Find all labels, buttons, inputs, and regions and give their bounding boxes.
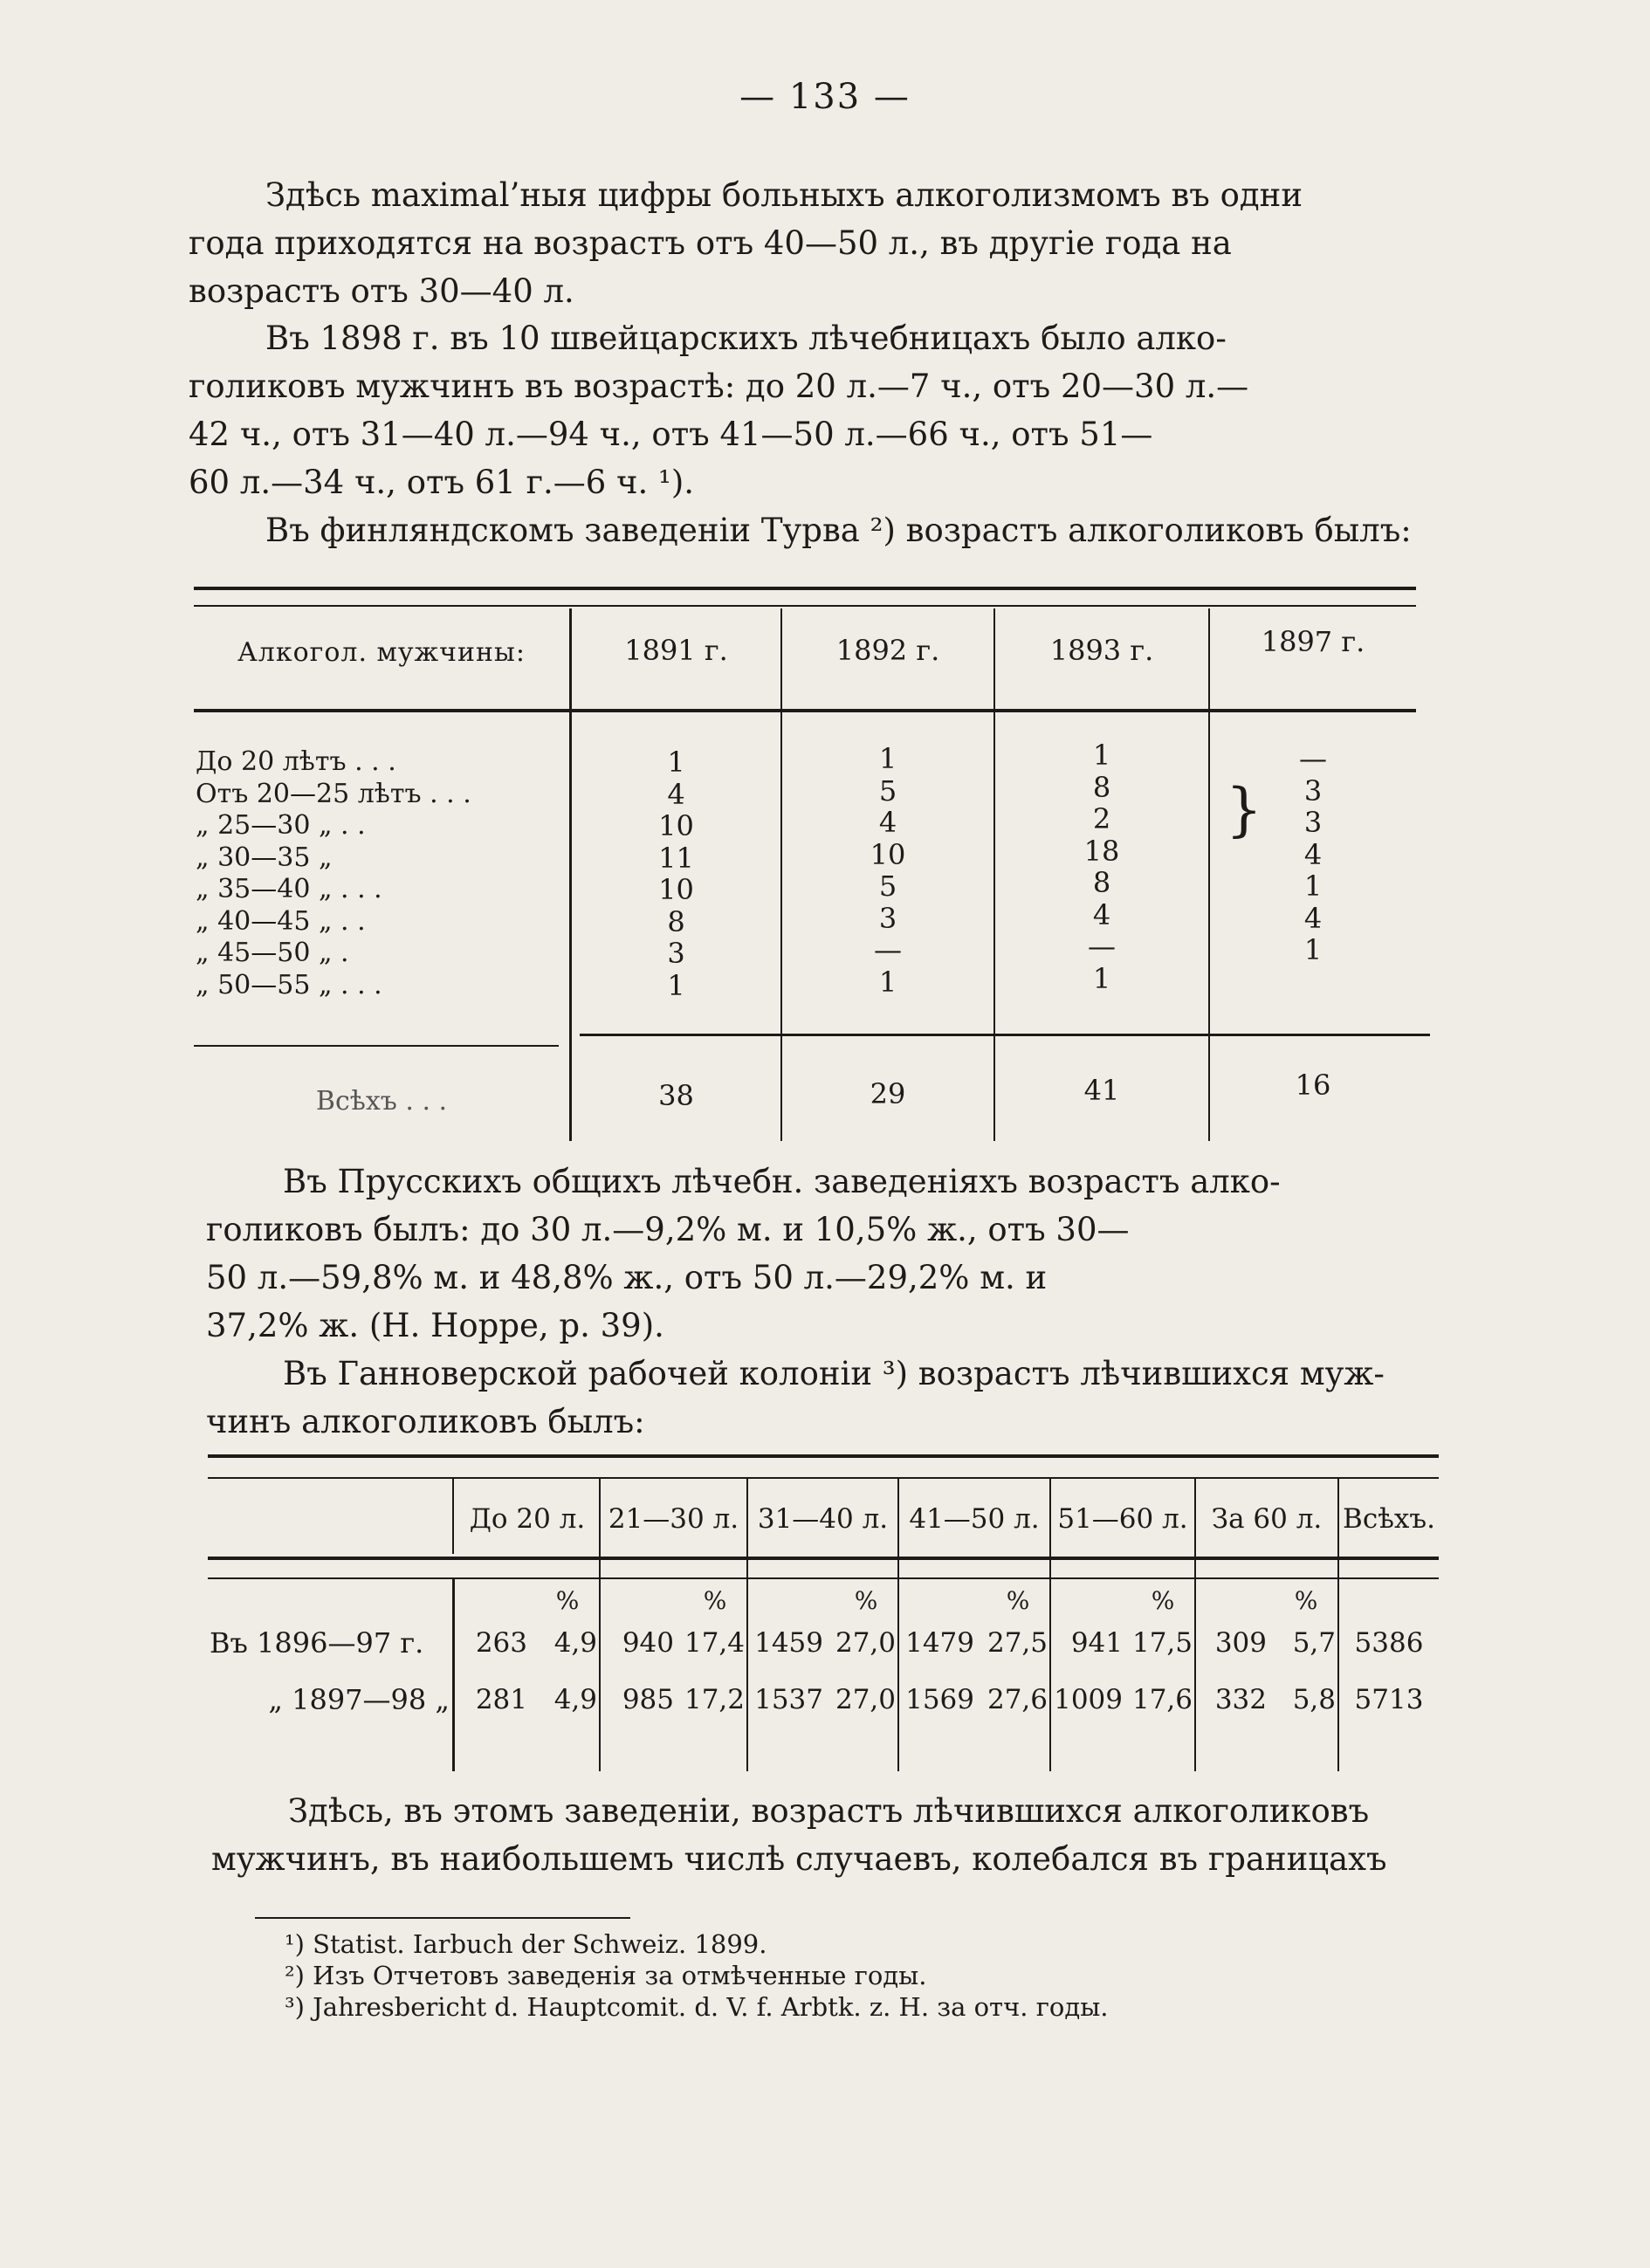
paragraph-4-line: 50 л.—59,8% м. и 48,8% ж., отъ 50 л.—29,2% м. и (206, 1259, 1048, 1296)
total-value: 38 (658, 1079, 694, 1112)
paragraph-4-line: голиковъ былъ: до 30 л.—9,2% м. и 10,5% ж., отъ 30— (206, 1211, 1130, 1248)
age-row-value: 10 (870, 837, 906, 871)
row-label: Въ 1896—97 г. (210, 1626, 424, 1660)
percent-value: 4,9 (553, 1627, 597, 1659)
age-row-value: 5 (878, 869, 897, 903)
total-label: Всѣхъ . . . (315, 1086, 448, 1117)
paragraph-2-line: голиковъ мужчинъ въ возрастѣ: до 20 л.—7 ч., отъ 20—30 л.— (189, 368, 1249, 405)
paragraph-2-line: 42 ч., отъ 31—40 л.—94 ч., отъ 41—50 л.—66 ч., отъ 51— (189, 416, 1153, 453)
total-value: 16 (1295, 1069, 1331, 1102)
table-rule (194, 587, 1416, 590)
paragraph-5-line: Въ Ганноверской рабочей колоніи ³) возрастъ лѣчившихся муж- (283, 1355, 1385, 1392)
age-row-value: 4 (878, 806, 897, 839)
paragraph-5 (206, 1350, 1446, 1446)
table-rule (208, 1577, 1439, 1579)
count-value: 332 (1214, 1684, 1267, 1715)
paragraph-1-line: года приходятся на возрастъ отъ 40—50 л., въ другіе года на (189, 224, 1232, 262)
percent-mark: % (1006, 1586, 1030, 1615)
percent-value: 17,6 (1131, 1684, 1193, 1715)
count-value: 281 (475, 1684, 527, 1715)
column-header: 51—60 л. (1057, 1503, 1188, 1535)
age-row-value: 4 (667, 777, 685, 811)
age-row-label: Отъ 20—25 лѣтъ . . . (196, 778, 471, 809)
count-value: 1569 (905, 1684, 974, 1715)
percent-value: 17,5 (1131, 1627, 1193, 1659)
table-rule (452, 1579, 455, 1771)
paragraph-5-line: чинъ алкоголиковъ былъ: (206, 1403, 645, 1440)
age-row-value: 3 (1303, 806, 1323, 839)
brace-mark: } (1226, 776, 1262, 843)
percent-mark: % (555, 1586, 580, 1615)
age-row-value: 8 (667, 904, 685, 938)
age-row-value: 1 (1303, 869, 1323, 903)
percent-mark: % (703, 1586, 727, 1615)
age-row-value: 1 (1303, 933, 1323, 966)
paragraph-3 (265, 506, 1427, 554)
age-row-label: „ 45—50 „ . (196, 938, 349, 968)
age-row-value: 8 (1092, 770, 1111, 804)
percent-value: 27,0 (835, 1627, 896, 1659)
column-header: 21—30 л. (608, 1503, 739, 1535)
column-header: До 20 л. (469, 1503, 586, 1535)
paragraph-6-line: Здѣсь, въ этомъ заведеніи, возрастъ лѣчившихся алкоголиковъ (288, 1792, 1370, 1830)
percent-value: 5,7 (1292, 1627, 1336, 1659)
percent-value: 5,8 (1292, 1684, 1336, 1715)
age-row-value: 1 (1092, 739, 1111, 772)
row-label: „ 1897—98 „ (268, 1683, 450, 1716)
column-header: 31—40 л. (757, 1503, 889, 1535)
table-rule (194, 1045, 559, 1047)
age-row-value: 2 (1092, 802, 1111, 835)
percent-value: 17,2 (684, 1684, 745, 1715)
page-number: — 133 — (739, 77, 911, 117)
age-row-value: — (1299, 742, 1327, 775)
age-row-value: 3 (1303, 773, 1323, 808)
percent-value: 27,5 (987, 1627, 1048, 1659)
column-header: Всѣхъ. (1343, 1503, 1435, 1535)
paragraph-1 (189, 171, 1411, 315)
table-rule (580, 1034, 1430, 1036)
table-rule (194, 605, 1416, 607)
count-value: 1009 (1054, 1684, 1123, 1715)
table-header-year: 1893 г. (1049, 634, 1154, 667)
footnote: ²) Изъ Отчетовъ заведенія за отмѣченные годы. (285, 1961, 927, 1990)
footnote-separator (255, 1917, 630, 1919)
paragraph-2-line: 60 л.—34 ч., отъ 61 г.—6 ч. ¹). (189, 464, 695, 501)
total-value: 5713 (1354, 1684, 1424, 1715)
paragraph-4-line: 37,2% ж. (H. Hoppe, p. 39). (206, 1307, 664, 1344)
paragraph-3-line: Въ финляндскомъ заведеніи Турва ²) возрастъ алкоголиковъ былъ: (265, 512, 1412, 549)
table-header-label: Алкогол. мужчины: (237, 637, 526, 668)
table-rule (194, 709, 1416, 712)
age-row-value: 10 (658, 873, 694, 906)
paragraph-6 (211, 1787, 1451, 1883)
count-value: 309 (1214, 1627, 1267, 1659)
count-value: 1459 (754, 1627, 823, 1659)
total-value: 5386 (1354, 1627, 1424, 1659)
table-header-year: 1897 г. (1261, 625, 1365, 658)
paragraph-4 (206, 1158, 1446, 1350)
paragraph-1-line: Здѣсь maximal’ныя цифры больныхъ алкоголизмомъ въ одни (265, 176, 1303, 214)
footnote: ¹) Statist. Iarbuch der Schweiz. 1899. (285, 1929, 767, 1959)
age-row-value: 11 (658, 841, 694, 875)
count-value: 941 (1070, 1627, 1123, 1659)
table-header-year: 1892 г. (835, 634, 940, 667)
count-value: 263 (475, 1627, 527, 1659)
table-header-year: 1891 г. (624, 634, 728, 667)
age-row-value: 8 (1092, 866, 1111, 899)
paragraph-4-line: Въ Прусскихъ общихъ лѣчебн. заведеніяхъ возрастъ алко- (283, 1163, 1281, 1200)
count-value: 940 (622, 1627, 674, 1659)
count-value: 1479 (905, 1627, 974, 1659)
percent-value: 17,4 (684, 1627, 745, 1659)
count-value: 985 (622, 1684, 674, 1715)
age-row-value: 4 (1092, 897, 1111, 931)
table-rule (208, 1477, 1439, 1479)
age-row-value: — (1088, 930, 1116, 963)
percent-mark: % (1294, 1586, 1318, 1615)
age-row-label: „ 25—30 „ . . (196, 810, 366, 841)
paragraph-2 (189, 314, 1411, 506)
age-row-label: „ 35—40 „ . . . (196, 874, 382, 904)
table-rule (208, 1454, 1439, 1458)
age-row-label: „ 40—45 „ . . (196, 905, 366, 937)
age-row-value: 3 (878, 901, 897, 935)
count-value: 1537 (754, 1684, 823, 1715)
age-row-value: 4 (1303, 837, 1323, 871)
age-row-value: 1 (1092, 961, 1111, 995)
age-row-value: 5 (878, 773, 897, 808)
age-row-value: 1 (667, 746, 685, 779)
percent-value: 27,6 (987, 1684, 1048, 1715)
percent-value: 27,0 (835, 1684, 896, 1715)
percent-mark: % (1151, 1586, 1175, 1615)
total-value: 29 (870, 1077, 906, 1110)
age-row-value: 18 (1083, 834, 1120, 868)
age-row-value: 3 (667, 937, 685, 970)
percent-mark: % (854, 1586, 878, 1615)
age-row-value: 1 (878, 742, 897, 775)
paragraph-6-line: мужчинъ, въ наибольшемъ числѣ случаевъ, колебался въ границахъ (211, 1840, 1387, 1878)
age-row-value: 1 (667, 968, 685, 1002)
paragraph-1-line: возрастъ отъ 30—40 л. (189, 272, 574, 310)
table-rule (452, 1479, 454, 1554)
paragraph-2-line: Въ 1898 г. въ 10 швейцарскихъ лѣчебницахъ было алко- (265, 320, 1227, 357)
percent-value: 4,9 (553, 1684, 597, 1715)
total-value: 41 (1083, 1074, 1120, 1107)
column-header: 41—50 л. (909, 1503, 1040, 1535)
age-row-value: — (874, 933, 902, 966)
age-row-value: 1 (878, 965, 897, 999)
age-row-label: До 20 лѣтъ . . . (196, 746, 396, 777)
age-row-label: „ 50—55 „ . . . (196, 969, 382, 1000)
footnote: ³) Jahresbericht d. Hauptcomit. d. V. f. Arbtk. z. H. за отч. годы. (285, 1992, 1109, 2022)
age-row-value: 10 (658, 809, 694, 842)
table-rule (208, 1557, 1439, 1560)
age-row-label: „ 30—35 „ (196, 842, 333, 873)
column-header: За 60 л. (1211, 1503, 1323, 1535)
age-row-value: 4 (1303, 901, 1323, 935)
